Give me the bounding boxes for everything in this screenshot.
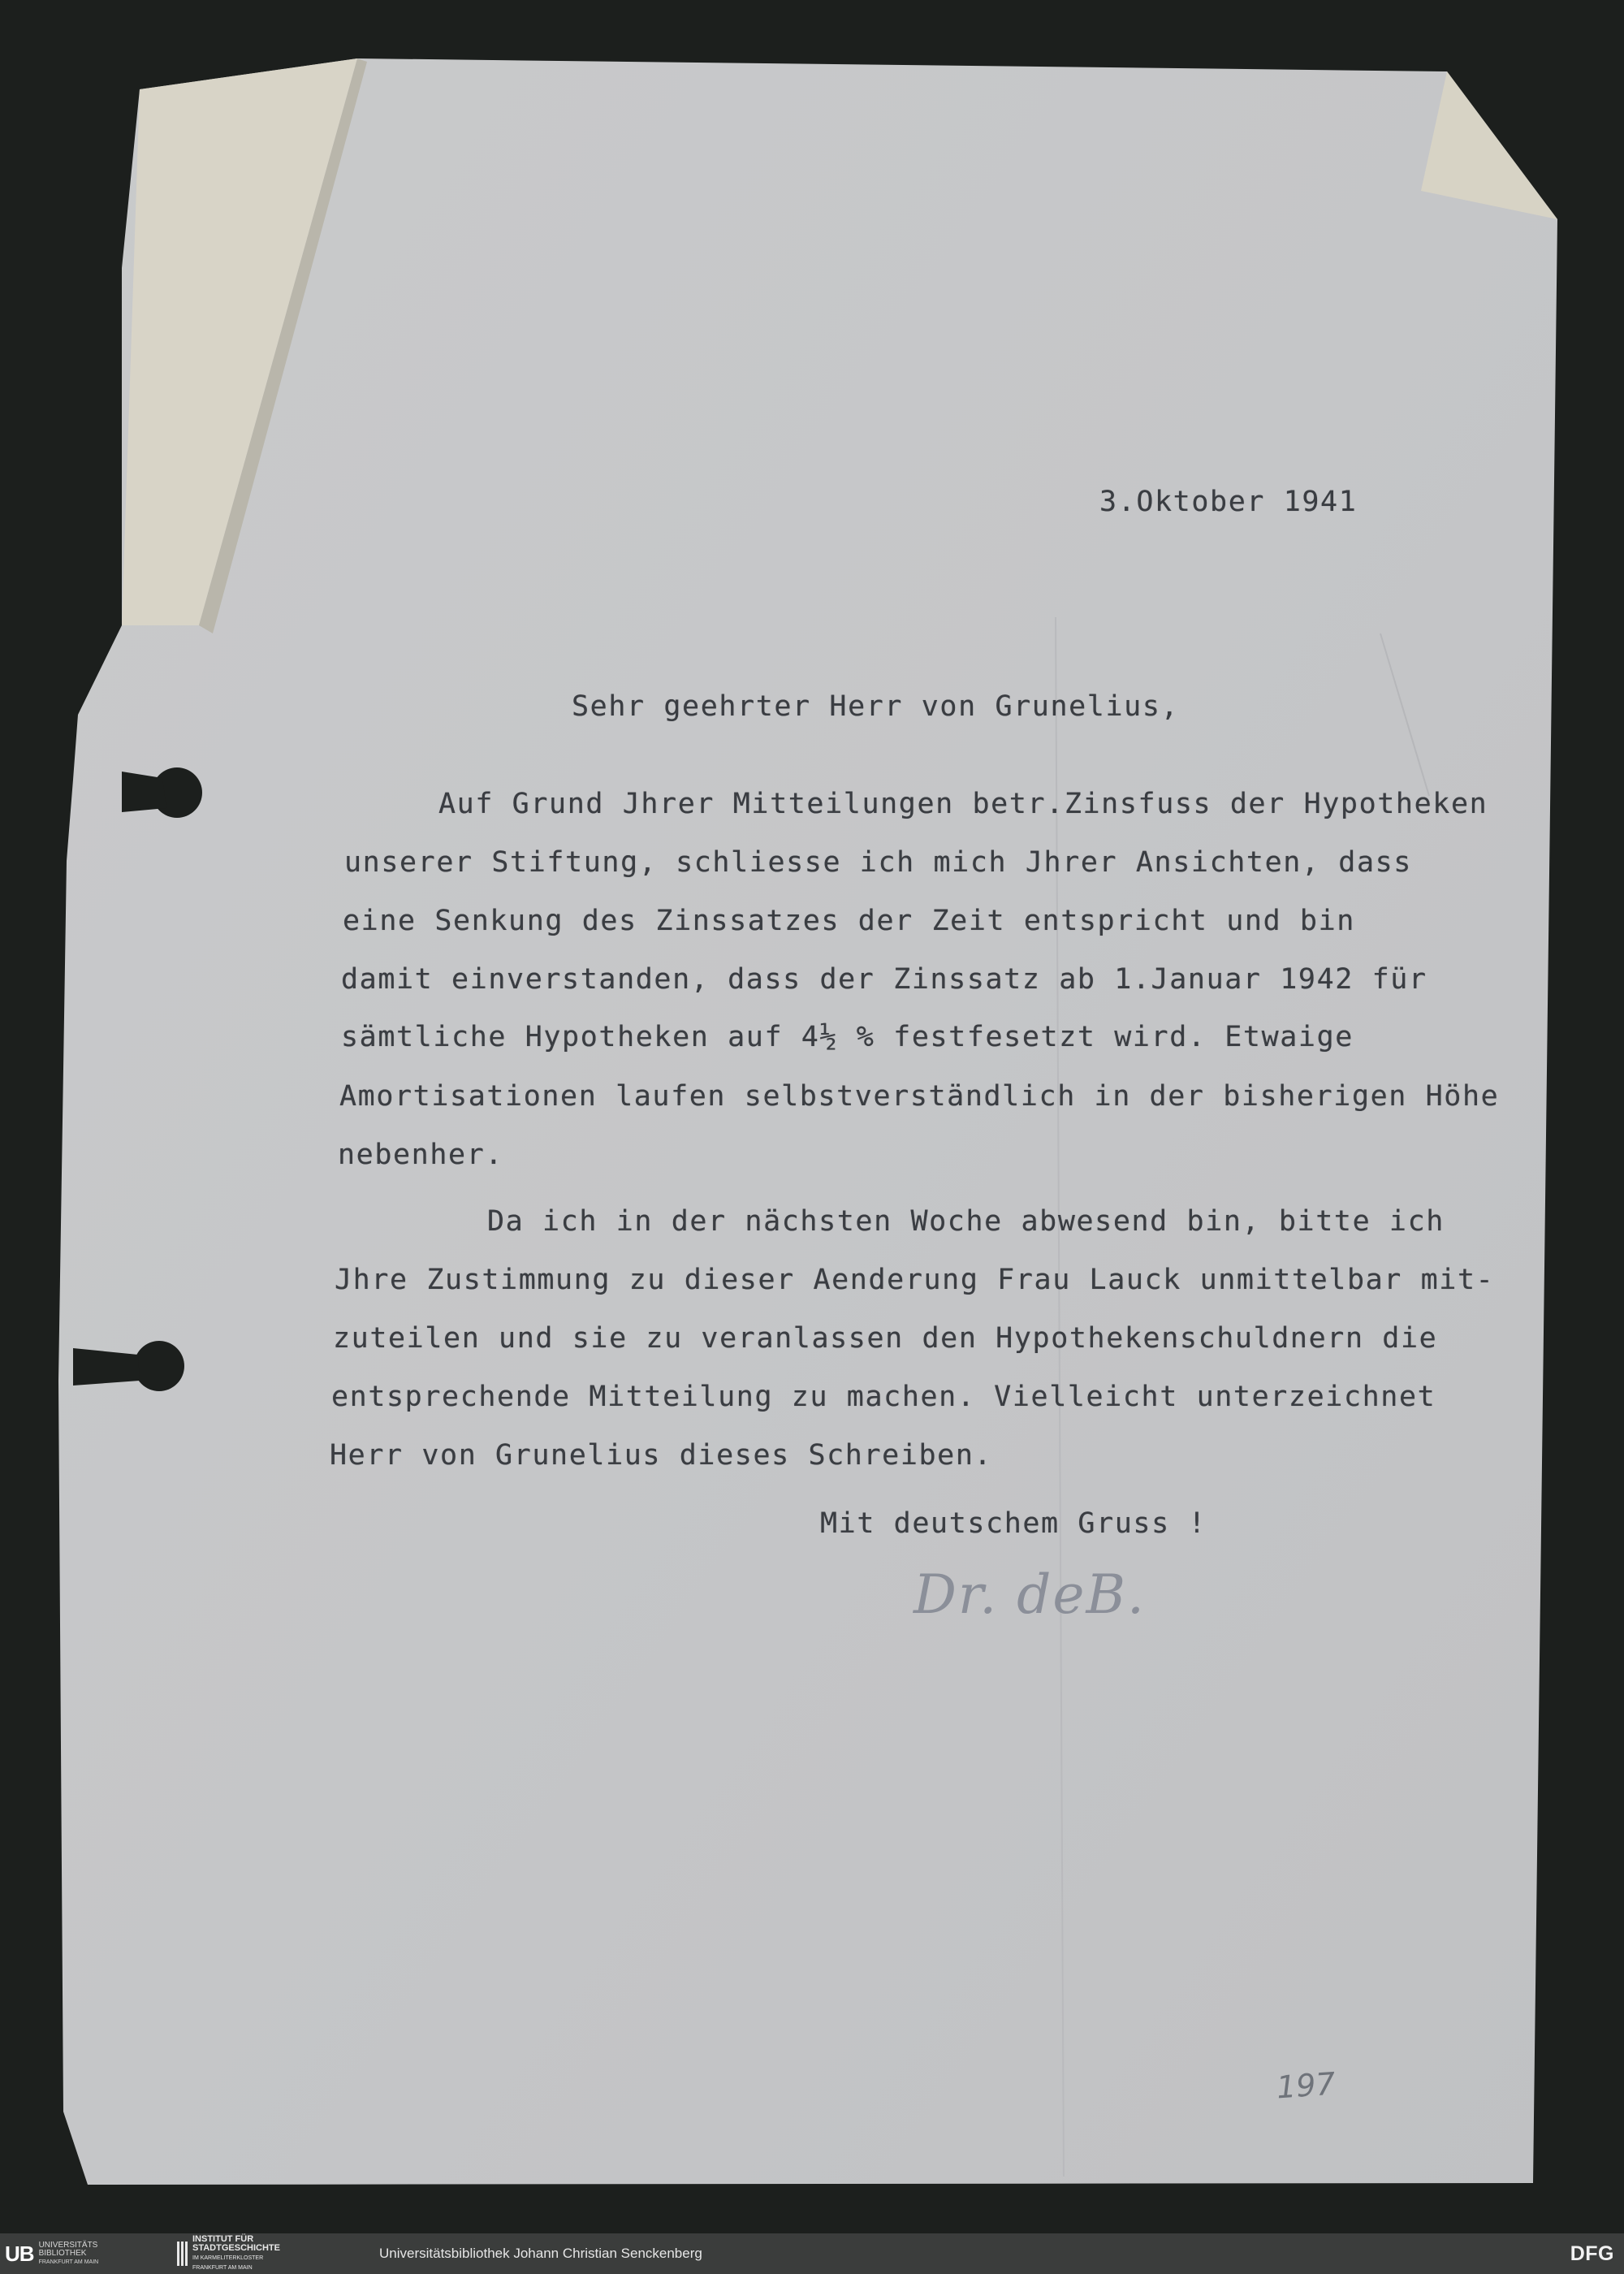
letter-date: 3.Oktober 1941 xyxy=(1099,486,1358,518)
paper-body xyxy=(58,58,1557,2185)
punch-hole-bottom xyxy=(134,1341,184,1391)
letter-line-6: Amortisationen laufen selbstverständlich in der bisherigen Höhe xyxy=(339,1080,1500,1113)
letter-line-5: sämtliche Hypotheken auf 4½ % festfesetzt wird. Etwaige xyxy=(341,1021,1354,1053)
page-number: 197 xyxy=(1275,2065,1337,2106)
footer-bar xyxy=(0,2233,1624,2274)
letter-line-2: unserer Stiftung, schliesse ich mich Jhrer Ansichten, dass xyxy=(344,846,1412,879)
dfg-logo: DFG xyxy=(1570,2242,1614,2265)
letter-line-12: Herr von Grunelius dieses Schreiben. xyxy=(330,1439,993,1472)
isg-logo xyxy=(177,2234,280,2271)
ub-logo-mark: UB xyxy=(5,2241,34,2266)
letter-line-3: eine Senkung des Zinssatzes der Zeit entspricht und bin xyxy=(343,905,1355,937)
isg-logo-bars-icon xyxy=(177,2242,188,2266)
ub-logo-text: UNIVERSITÄTS BIBLIOTHEK FRANKFURT AM MAIN xyxy=(38,2240,99,2265)
letter-line-1: Auf Grund Jhrer Mitteilungen betr.Zinsfuss der Hypotheken xyxy=(438,788,1488,820)
letter-salutation: Sehr geehrter Herr von Grunelius, xyxy=(572,690,1180,723)
letter-line-11: entsprechende Mitteilung zu machen. Vielleicht unterzeichnet xyxy=(331,1381,1436,1413)
letter-line-8: Da ich in der nächsten Woche abwesend bin, bitte ich xyxy=(487,1205,1445,1238)
letter-line-7: nebenher. xyxy=(338,1139,504,1171)
library-credit: Universitätsbibliothek Johann Christian Senckenberg xyxy=(379,2246,702,2261)
handwritten-signature: Dr. deB. xyxy=(914,1563,1146,1626)
ub-logo xyxy=(5,2240,98,2268)
letter-line-10: zuteilen und sie zu veranlassen den Hypothekenschuldnern die xyxy=(333,1322,1438,1355)
letter-line-9: Jhre Zustimmung zu dieser Aenderung Frau Lauck unmittelbar mit- xyxy=(335,1264,1495,1296)
isg-logo-text: INSTITUT FÜR STADTGESCHICHTE IM KARMELITERKLOSTER FRANKFURT AM MAIN xyxy=(192,2234,280,2271)
letter-line-4: damit einverstanden, dass der Zinssatz ab 1.Januar 1942 für xyxy=(341,963,1427,996)
letter-closing: Mit deutschem Gruss ! xyxy=(820,1507,1207,1540)
